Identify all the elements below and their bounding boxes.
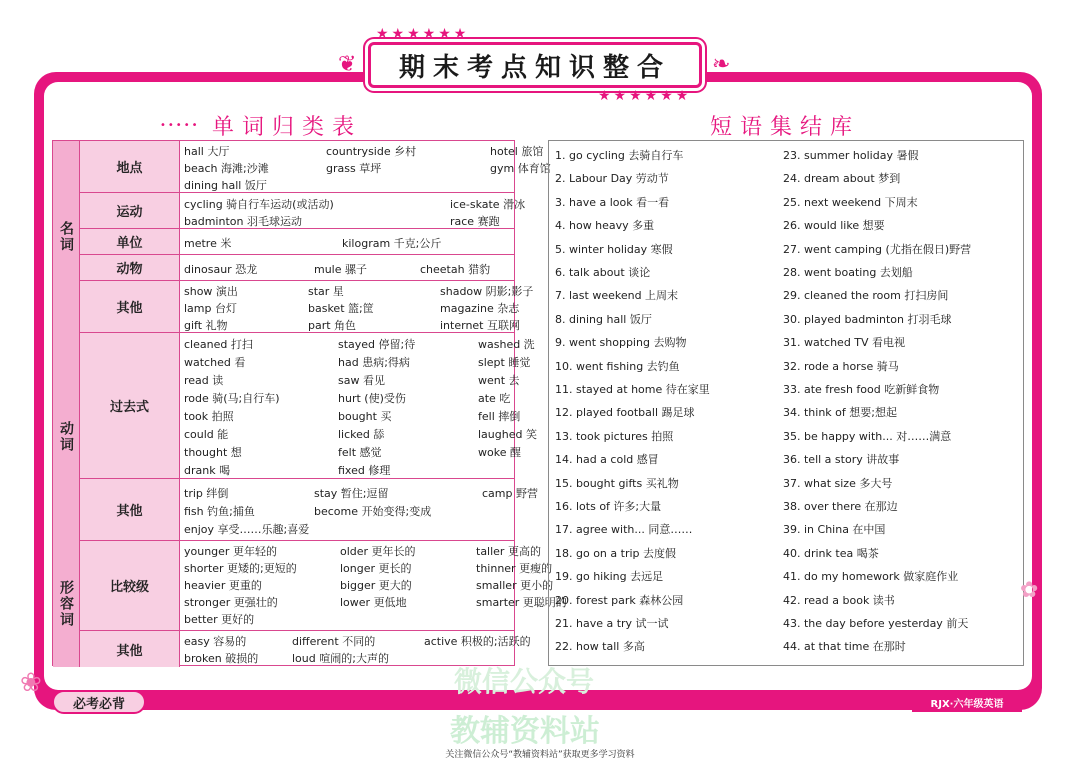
word-item: easy 容易的: [184, 635, 247, 648]
phrase-item: 12. played football 踢足球: [555, 406, 695, 420]
word-item: cheetah 猎豹: [420, 263, 491, 276]
word-item: internet 互联网: [440, 319, 520, 332]
stars-bottom: ★★★★★★: [598, 88, 692, 104]
word-item: active 积极的;活跃的: [424, 635, 531, 648]
word-item: shadow 阴影;影子: [440, 285, 534, 298]
word-item: rode 骑(马;自行车): [184, 392, 280, 405]
word-item: fish 钓鱼;捕鱼: [184, 505, 255, 518]
cell-other-verb: [179, 479, 538, 541]
sub-comparative: 比较级: [79, 541, 179, 631]
phrase-item: 42. read a book 读书: [783, 593, 895, 607]
word-item: become 开始变得;变成: [314, 505, 432, 518]
word-item: better 更好的: [184, 613, 255, 626]
grade-badge: RJX·六年级英语: [912, 692, 1022, 712]
header-banner: [368, 42, 702, 88]
phrase-item: 3. have a look 看一看: [555, 195, 670, 209]
phrase-item: 36. tell a story 讲故事: [783, 453, 900, 467]
phrase-item: 25. next weekend 下周末: [783, 195, 918, 209]
word-item: race 赛跑: [450, 215, 500, 228]
word-item: smaller 更小的: [476, 579, 554, 592]
sub-animal: 动物: [79, 255, 179, 281]
word-item: part 角色: [308, 319, 357, 332]
word-item: bigger 更大的: [340, 579, 412, 592]
phrase-item: 40. drink tea 喝茶: [783, 546, 879, 560]
word-item: hall 大厅: [184, 145, 230, 158]
word-item: ice-skate 滑冰: [450, 198, 526, 211]
word-item: loud 喧闹的;大声的: [292, 652, 389, 665]
word-item: camp 野营: [482, 487, 538, 500]
phrase-item: 19. go hiking 去远足: [555, 570, 664, 584]
word-item: slept 睡觉: [478, 356, 531, 369]
word-item: felt 感觉: [338, 446, 382, 459]
phrase-item: 22. how tall 多高: [555, 640, 645, 654]
phrase-item: 6. talk about 谈论: [555, 266, 651, 279]
word-item: drank 喝: [184, 464, 231, 477]
phrase-item: 31. watched TV 看电视: [783, 336, 906, 350]
cell-comparative: [179, 541, 567, 631]
word-item: hotel 旅馆: [490, 145, 544, 158]
sub-other-noun: 其他: [79, 281, 179, 333]
vocab-table: [52, 140, 567, 666]
phrase-item: 44. at that time 在那时: [783, 640, 906, 654]
word-item: stay 暂住;逗留: [314, 487, 389, 500]
cell-other-noun: [179, 281, 534, 333]
word-item: gift 礼物: [184, 319, 228, 332]
vocab-section-title: 单词归类表: [212, 115, 363, 140]
phrase-item: 13. took pictures 拍照: [555, 429, 674, 443]
word-item: woke 醒: [478, 446, 521, 459]
word-item: smarter 更聪明的: [476, 596, 567, 609]
phrase-item: 26. would like 想要: [783, 219, 885, 233]
word-item: watched 看: [184, 356, 246, 369]
word-item: star 星: [308, 285, 344, 298]
phrase-item: 35. be happy with... 对……满意: [783, 429, 952, 443]
word-item: stayed 停留;待: [338, 338, 416, 351]
page-title: 期末考点知识整合: [398, 52, 671, 83]
word-item: cleaned 打扫: [184, 338, 253, 351]
word-item: enjoy 享受……乐趣;喜爱: [184, 523, 310, 536]
word-item: gym 体育馆: [490, 162, 551, 175]
word-item: bought 买: [338, 410, 392, 423]
word-item: younger 更年轻的: [184, 545, 277, 558]
word-item: saw 看见: [338, 374, 385, 387]
word-item: basket 篮;筐: [308, 302, 374, 315]
phrase-item: 33. ate fresh food 吃新鲜食物: [783, 383, 940, 396]
phrase-item: 1. go cycling 去骑自行车: [555, 149, 684, 162]
phrase-section-title: 短语集结库: [710, 115, 861, 140]
word-item: shorter 更矮的;更短的: [184, 562, 297, 575]
sub-unit: 单位: [79, 229, 179, 255]
phrase-item: 7. last weekend 上周末: [555, 289, 679, 303]
phrase-item: 38. over there 在那边: [783, 500, 898, 513]
phrase-item: 10. went fishing 去钓鱼: [555, 359, 680, 373]
word-item: fell 摔倒: [478, 410, 521, 423]
phrase-item: 28. went boating 去划船: [783, 266, 913, 279]
butterfly-icon: ❀: [20, 668, 42, 698]
word-item: licked 舔: [338, 428, 385, 441]
must-memorize-badge: 必考必背: [52, 690, 146, 714]
phrase-item: 23. summer holiday 暑假: [783, 149, 919, 162]
word-item: lamp 台灯: [184, 302, 237, 315]
phrase-item: 5. winter holiday 寒假: [555, 242, 673, 256]
word-item: magazine 杂志: [440, 302, 520, 315]
word-item: went 去: [478, 374, 520, 387]
cell-sport: [179, 193, 526, 229]
sub-past: 过去式: [79, 333, 179, 479]
phrase-item: 39. in China 在中国: [783, 523, 886, 537]
cell-animal: [179, 255, 514, 281]
watermark-line-2: 教辅资料站: [450, 714, 600, 749]
swirl-right-icon: ❧: [712, 52, 731, 77]
phrase-item: 2. Labour Day 劳动节: [555, 172, 669, 186]
phrase-item: 11. stayed at home 待在家里: [555, 383, 710, 396]
phrase-item: 27. went camping (尤指在假日)野营: [783, 242, 972, 256]
phrase-item: 8. dining hall 饭厅: [555, 312, 652, 326]
phrase-item: 14. had a cold 感冒: [555, 453, 659, 467]
footer-note: 关注微信公众号“教辅资料站”获取更多学习资料: [445, 750, 635, 760]
word-item: longer 更长的: [340, 562, 412, 575]
word-item: dining hall 饭厅: [184, 179, 267, 192]
word-item: cycling 骑自行车运动(或活动): [184, 198, 334, 211]
phrase-item: 34. think of 想要;想起: [783, 406, 897, 420]
word-item: broken 破损的: [184, 652, 259, 665]
word-item: laughed 笑: [478, 428, 537, 441]
word-item: hurt (使)受伤: [338, 392, 406, 405]
stars-top: ★★★★★★: [376, 26, 470, 42]
watermark-line-1: 微信公众号: [454, 665, 595, 698]
category-verb: 动词: [53, 333, 79, 542]
word-item: ate 吃: [478, 392, 511, 405]
phrase-item: 16. lots of 许多;大量: [555, 500, 662, 513]
word-item: thought 想: [184, 446, 242, 459]
phrase-item: 32. rode a horse 骑马: [783, 359, 899, 373]
phrase-item: 43. the day before yesterday 前天: [783, 617, 969, 630]
cell-past: [179, 333, 537, 479]
category-adjective: 形容词: [53, 541, 79, 667]
sub-other-adj: 其他: [79, 631, 179, 667]
deco-dots-left: •••••: [160, 120, 200, 131]
phrase-item: 30. played badminton 打羽毛球: [783, 312, 952, 326]
word-item: washed 洗: [478, 338, 535, 351]
phrase-item: 9. went shopping 去购物: [555, 336, 687, 350]
phrase-item: 18. go on a trip 去度假: [555, 546, 677, 560]
phrase-item: 15. bought gifts 买礼物: [555, 476, 679, 490]
sub-place: 地点: [79, 141, 179, 193]
word-item: countryside 乡村: [326, 145, 417, 158]
category-noun: 名词: [53, 141, 79, 334]
phrase-list: [548, 140, 1024, 666]
phrase-item: 29. cleaned the room 打扫房间: [783, 289, 949, 303]
swirl-left-icon: ❦: [338, 52, 357, 77]
word-item: grass 草坪: [326, 162, 382, 175]
word-item: took 拍照: [184, 410, 234, 423]
word-item: show 演出: [184, 285, 238, 298]
word-item: lower 更低地: [340, 596, 407, 609]
word-item: dinosaur 恐龙: [184, 263, 258, 276]
phrase-item: 24. dream about 梦到: [783, 172, 901, 186]
phrase-item: 17. agree with... 同意……: [555, 523, 693, 537]
word-item: kilogram 千克;公斤: [342, 237, 442, 250]
sub-sport: 运动: [79, 193, 179, 229]
flower-icon: ✿: [1020, 578, 1039, 603]
word-item: older 更年长的: [340, 545, 416, 558]
word-item: stronger 更强壮的: [184, 596, 278, 609]
word-item: different 不同的: [292, 635, 376, 648]
phrase-item: 21. have a try 试一试: [555, 617, 669, 630]
word-item: mule 骡子: [314, 263, 368, 276]
cell-place: [179, 141, 551, 193]
word-item: taller 更高的: [476, 545, 541, 558]
phrase-item: 4. how heavy 多重: [555, 219, 655, 233]
word-item: thinner 更瘦的: [476, 562, 553, 575]
cell-unit: [179, 229, 514, 255]
word-item: heavier 更重的: [184, 579, 262, 592]
word-item: badminton 羽毛球运动: [184, 215, 302, 228]
word-item: metre 米: [184, 237, 232, 250]
word-item: read 读: [184, 374, 224, 387]
word-item: fixed 修理: [338, 464, 391, 477]
word-item: could 能: [184, 428, 229, 441]
phrase-item: 37. what size 多大号: [783, 476, 893, 490]
word-item: trip 绊倒: [184, 487, 229, 500]
sub-other-verb: 其他: [79, 479, 179, 541]
word-item: had 患病;得病: [338, 356, 410, 369]
word-item: beach 海滩;沙滩: [184, 162, 269, 175]
phrase-item: 41. do my homework 做家庭作业: [783, 570, 959, 584]
phrase-item: 20. forest park 森林公园: [555, 593, 684, 607]
